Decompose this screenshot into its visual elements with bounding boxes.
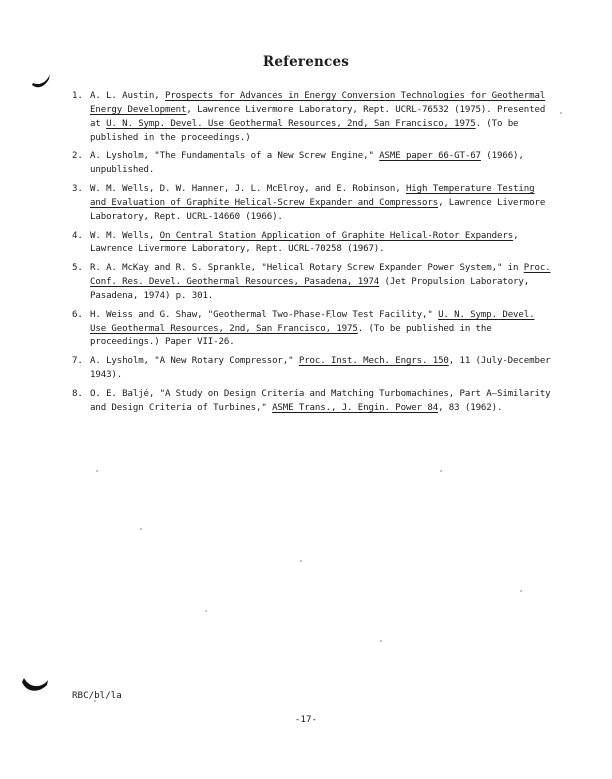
reference-text: O. E. Baljé, "A Study on Design Criteria and Matching Turbomachines, Part A—Similarity and Design Criteria of Turbines," ASME Trans., J. Engin. Power 84, 83 (1962). — [90, 388, 551, 413]
underlined-title: On Central Station Application of Graphite Helical-Rotor Expanders — [159, 230, 514, 241]
reference-text: R. A. McKay and R. S. Sprankle, "Helical Rotary Screw Expander Power System," in Proc. Conf. Res. Devel. Geothermal Resources, Pasadena, 1974 (Jet Propulsion Laboratory, Pasadena, 1974) p. 301. — [90, 263, 551, 301]
reference-item — [72, 355, 552, 383]
reference-number: 2. — [72, 151, 83, 162]
reference-item — [72, 388, 552, 416]
underlined-title: High Temperature Testing and Evaluation of Graphite Helical-Screw Expander and Compressors — [90, 184, 535, 208]
reference-text: H. Weiss and G. Shaw, "Geothermal Two-Phase-Flow Test Facility," U. N. Symp. Devel. Use Geothermal Resources, 2nd, San Francisco, 1975. (To be published in the proceedings.) Paper VII-26. — [90, 309, 535, 348]
page-title: References — [262, 54, 350, 70]
scan-mark-bottom-left — [20, 670, 50, 696]
underlined-title: U. N. Symp. Devel. Use Geothermal Resources, 2nd, San Francisco, 1975 — [90, 309, 535, 334]
reference-item — [72, 150, 552, 178]
underlined-title: Prospects for Advances in Energy Conversion Technologies for Geothermal Energy Development — [90, 91, 546, 115]
reference-text: W. M. Wells, On Central Station Application of Graphite Helical-Rotor Expanders, Lawrence Livermore Laboratory, Rept. UCRL-70258 (1967). — [90, 230, 519, 255]
reference-text: A. Lysholm, "A New Rotary Compressor," Proc. Inst. Mech. Engrs. 150, 11 (July-December 1943). — [90, 356, 551, 381]
reference-number: 1. — [72, 91, 83, 101]
reference-item — [72, 230, 552, 258]
reference-text: A. Lysholm, "The Fundamentals of a New Screw Engine," ASME paper 66-GT-67 (1966), unpublished. — [90, 151, 524, 176]
reference-text: A. L. Austin, Prospects for Advances in Energy Conversion Technologies for Geothermal Energy Development, Lawrence Livermore Laboratory, Rept. UCRL-76532 (1975). Presented at U. N. Symp. Devel. Use Geothermal Resources, 2nd, San Francisco, 1975. (To be published in the proceedings.) — [90, 91, 546, 143]
underlined-title: ASME Trans., J. Engin. Power 84 — [272, 402, 439, 413]
reference-text: W. M. Wells, D. W. Hanner, J. L. McElroy, and E. Robinson, High Temperature Testing and Evaluation of Graphite Helical-Screw Expander and Compressors, Lawrence Livermore Laboratory, Rept. UCRL-14660 (1966). — [90, 184, 546, 222]
reference-number: 7. — [72, 356, 83, 367]
page-number: -17- — [294, 714, 318, 725]
reference-number: 8. — [72, 388, 83, 399]
reference-number: 3. — [72, 184, 83, 195]
reference-number: 4. — [72, 230, 83, 241]
reference-item — [72, 262, 552, 304]
underlined-title: U. N. Symp. Devel. Use Geothermal Resources, 2nd, San Francisco, 1975 — [106, 118, 476, 129]
reference-item — [72, 309, 552, 351]
reference-number: 6. — [72, 309, 83, 320]
underlined-title: Proc. Inst. Mech. Engrs. 150 — [298, 356, 449, 367]
reference-list — [72, 90, 552, 420]
underlined-title: ASME paper 66-GT-67 — [379, 151, 481, 162]
scan-mark-top-left — [30, 72, 52, 90]
reference-item — [72, 183, 552, 225]
reference-number: 5. — [72, 263, 83, 274]
typist-code: RBC/bl/la — [72, 690, 122, 701]
reference-item — [72, 90, 552, 146]
underlined-title: Proc. Conf. Res. Devel. Geothermal Resources, Pasadena, 1974 — [90, 263, 551, 288]
